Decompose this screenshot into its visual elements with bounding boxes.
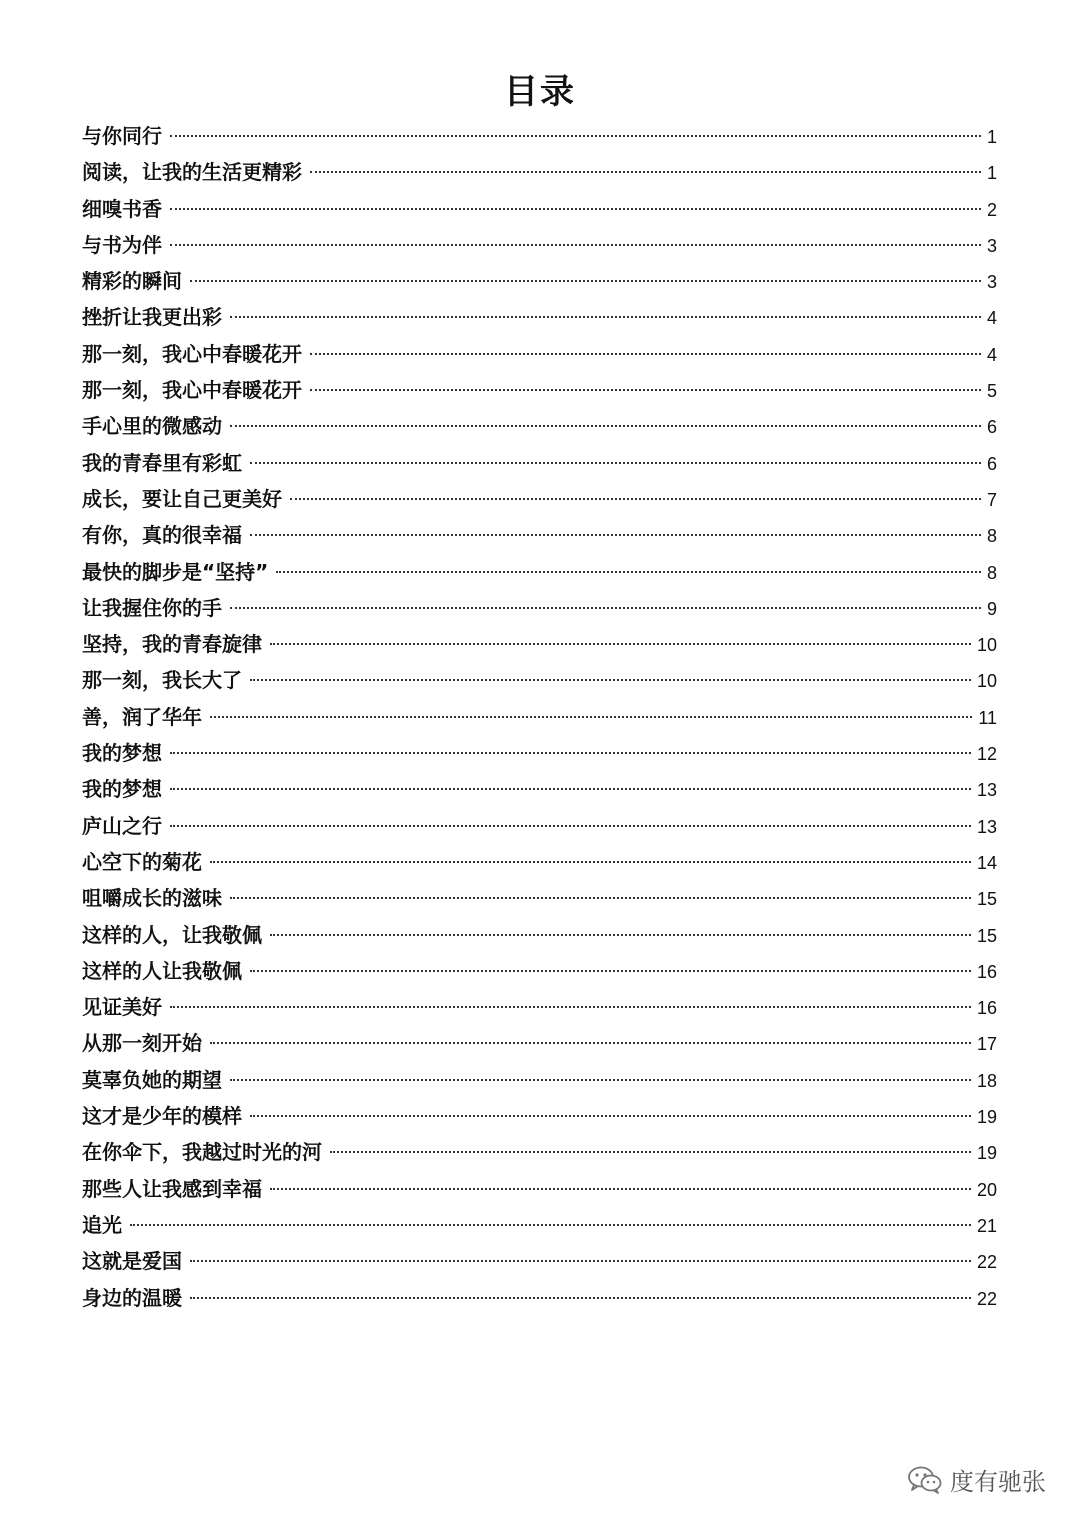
dot-leader (230, 316, 981, 318)
dot-leader (310, 171, 981, 173)
dot-leader (230, 897, 971, 899)
toc-entry[interactable] (82, 1243, 997, 1279)
toc-entry-title: 有你，真的很幸福 (82, 523, 242, 548)
toc-entry[interactable] (82, 808, 997, 844)
toc-entry[interactable] (82, 1062, 997, 1098)
toc-entry-title: 那些人让我感到幸福 (82, 1176, 262, 1201)
toc-entry[interactable] (82, 336, 997, 372)
toc-entry-page-number: 11 (978, 707, 997, 728)
toc-entry[interactable] (82, 227, 997, 263)
dot-leader (210, 1042, 971, 1044)
toc-entry-page-number: 3 (986, 272, 997, 293)
toc-entry-page-number: 22 (976, 1252, 997, 1273)
toc-entry[interactable] (82, 699, 997, 735)
toc-entry[interactable] (82, 771, 997, 807)
toc-entry-page-number: 7 (986, 489, 997, 510)
dot-leader (170, 825, 971, 827)
toc-entry-page-number: 19 (976, 1143, 997, 1164)
toc-entry-title: 细嗅书香 (82, 196, 162, 221)
toc-entry-title: 成长，要让自己更美好 (82, 486, 282, 511)
dot-leader (270, 934, 971, 936)
toc-entry[interactable] (82, 1025, 997, 1061)
toc-entry-title: 挫折让我更出彩 (82, 305, 222, 330)
toc-entry[interactable] (82, 590, 997, 626)
toc-entry-page-number: 3 (986, 235, 997, 256)
toc-entry-title: 手心里的微感动 (82, 414, 222, 439)
toc-entry[interactable] (82, 844, 997, 880)
dot-leader (190, 280, 981, 282)
toc-entry-page-number: 15 (976, 889, 997, 910)
toc-entry-page-number: 4 (986, 308, 997, 329)
toc-entry-page-number: 16 (976, 961, 997, 982)
toc-entry[interactable] (82, 1098, 997, 1134)
toc-entry[interactable] (82, 735, 997, 771)
toc-entry-title: 那一刻，我心中春暖花开 (82, 341, 302, 366)
toc-entry-title: 见证美好 (82, 995, 162, 1020)
toc-entry-page-number: 22 (976, 1288, 997, 1309)
toc-entry-page-number: 5 (986, 381, 997, 402)
dot-leader (190, 1297, 971, 1299)
toc-entry-title: 这就是爱国 (82, 1249, 182, 1274)
toc-entry-page-number: 8 (986, 562, 997, 583)
toc-entry-title: 庐山之行 (82, 813, 162, 838)
toc-entry-title: 精彩的瞬间 (82, 269, 182, 294)
toc-entry-page-number: 10 (976, 635, 997, 656)
toc-entry[interactable] (82, 191, 997, 227)
toc-entry-page-number: 13 (976, 816, 997, 837)
toc-entry-page-number: 6 (986, 417, 997, 438)
dot-leader (190, 1260, 971, 1262)
toc-entry[interactable] (82, 263, 997, 299)
toc-entry-title: 那一刻，我长大了 (82, 668, 242, 693)
toc-entry-page-number: 21 (976, 1215, 997, 1236)
toc-entry[interactable] (82, 917, 997, 953)
dot-leader (330, 1151, 971, 1153)
toc-entry-title: 那一刻，我心中春暖花开 (82, 378, 302, 403)
dot-leader (270, 643, 971, 645)
toc-entry-page-number: 1 (986, 127, 997, 147)
toc-entry-page-number: 8 (986, 526, 997, 547)
dot-leader (310, 389, 981, 391)
toc-entry[interactable] (82, 372, 997, 408)
toc-entry[interactable] (82, 154, 997, 190)
toc-entry-title: 让我握住你的手 (82, 595, 222, 620)
toc-entry[interactable] (82, 517, 997, 553)
page-title: 目录 (504, 72, 576, 112)
toc-entry-page-number: 17 (976, 1034, 997, 1055)
toc-entry[interactable] (82, 481, 997, 517)
toc-entry-page-number: 19 (976, 1107, 997, 1128)
toc-entry-title: 我的梦想 (82, 777, 162, 802)
toc-entry-title: 这样的人，让我敬佩 (82, 922, 262, 947)
toc-entry-title: 最快的脚步是“坚持” (82, 559, 269, 584)
toc-entry-title: 这才是少年的模样 (82, 1104, 242, 1129)
dot-leader (230, 1079, 971, 1081)
dot-leader (250, 970, 971, 972)
toc-entry[interactable] (82, 445, 997, 481)
toc-entry-page-number: 13 (976, 780, 997, 801)
toc-entry-page-number: 10 (976, 671, 997, 692)
wechat-icon (908, 1466, 942, 1494)
dot-leader (250, 1115, 971, 1117)
toc-entry[interactable] (82, 1207, 997, 1243)
dot-leader (270, 1188, 971, 1190)
toc-entry[interactable] (82, 118, 997, 154)
toc-entry-title: 咀嚼成长的滋味 (82, 886, 222, 911)
toc-entry-title: 坚持，我的青春旋律 (82, 632, 262, 657)
toc-entry[interactable] (82, 554, 997, 590)
dot-leader (170, 788, 971, 790)
toc-entry[interactable] (82, 408, 997, 444)
toc-entry-page-number: 2 (986, 199, 997, 220)
dot-leader (250, 462, 981, 464)
dot-leader (230, 607, 981, 609)
dot-leader (250, 679, 971, 681)
toc-entry[interactable] (82, 1134, 997, 1170)
toc-entry-page-number: 18 (976, 1070, 997, 1091)
toc-entry-title: 在你伞下，我越过时光的河 (82, 1140, 322, 1165)
dot-leader (230, 425, 981, 427)
toc-entry[interactable] (82, 299, 997, 335)
dot-leader (130, 1224, 971, 1226)
dot-leader (170, 208, 981, 210)
toc-entry-title: 从那一刻开始 (82, 1031, 202, 1056)
toc-entry-page-number: 15 (976, 925, 997, 946)
dot-leader (170, 752, 971, 754)
toc-entry[interactable] (82, 880, 997, 916)
toc-entry-title: 与你同行 (82, 124, 162, 148)
toc-entry-page-number: 6 (986, 453, 997, 474)
toc-entry-page-number: 1 (986, 163, 997, 184)
toc-entry-title: 这样的人让我敬佩 (82, 958, 242, 983)
watermark-text: 度有驰张 (950, 1468, 1046, 1496)
dot-leader (210, 861, 971, 863)
toc-entry-page-number: 9 (986, 598, 997, 619)
toc-entry[interactable] (82, 1171, 997, 1207)
toc-entry-title: 我的青春里有彩虹 (82, 450, 242, 475)
dot-leader (170, 135, 981, 137)
dot-leader (290, 498, 981, 500)
toc-entry-page-number: 14 (976, 852, 997, 873)
toc-entry-title: 身边的温暖 (82, 1285, 182, 1310)
toc-entry-page-number: 4 (986, 344, 997, 365)
toc-entry-title: 与书为伴 (82, 232, 162, 257)
toc-entry-title: 善，润了华年 (82, 704, 202, 729)
dot-leader (170, 1006, 971, 1008)
toc-entry[interactable] (82, 953, 997, 989)
toc-entry[interactable] (82, 1280, 997, 1316)
toc-entry-title: 阅读，让我的生活更精彩 (82, 160, 302, 185)
toc-entry-page-number: 16 (976, 998, 997, 1019)
toc-entry[interactable] (82, 662, 997, 698)
toc-entry-title: 追光 (82, 1212, 122, 1237)
dot-leader (310, 353, 981, 355)
watermark (908, 1462, 1046, 1497)
dot-leader (210, 716, 972, 718)
dot-leader (276, 571, 981, 573)
toc-entry[interactable] (82, 989, 997, 1025)
toc-entry-page-number: 12 (976, 744, 997, 765)
toc-entry-title: 我的梦想 (82, 741, 162, 766)
table-of-contents (82, 118, 997, 1316)
dot-leader (170, 244, 981, 246)
toc-entry-title: 心空下的菊花 (82, 849, 202, 874)
toc-entry-title: 莫辜负她的期望 (82, 1067, 222, 1092)
toc-entry[interactable] (82, 626, 997, 662)
toc-entry-page-number: 20 (976, 1179, 997, 1200)
dot-leader (250, 534, 981, 536)
